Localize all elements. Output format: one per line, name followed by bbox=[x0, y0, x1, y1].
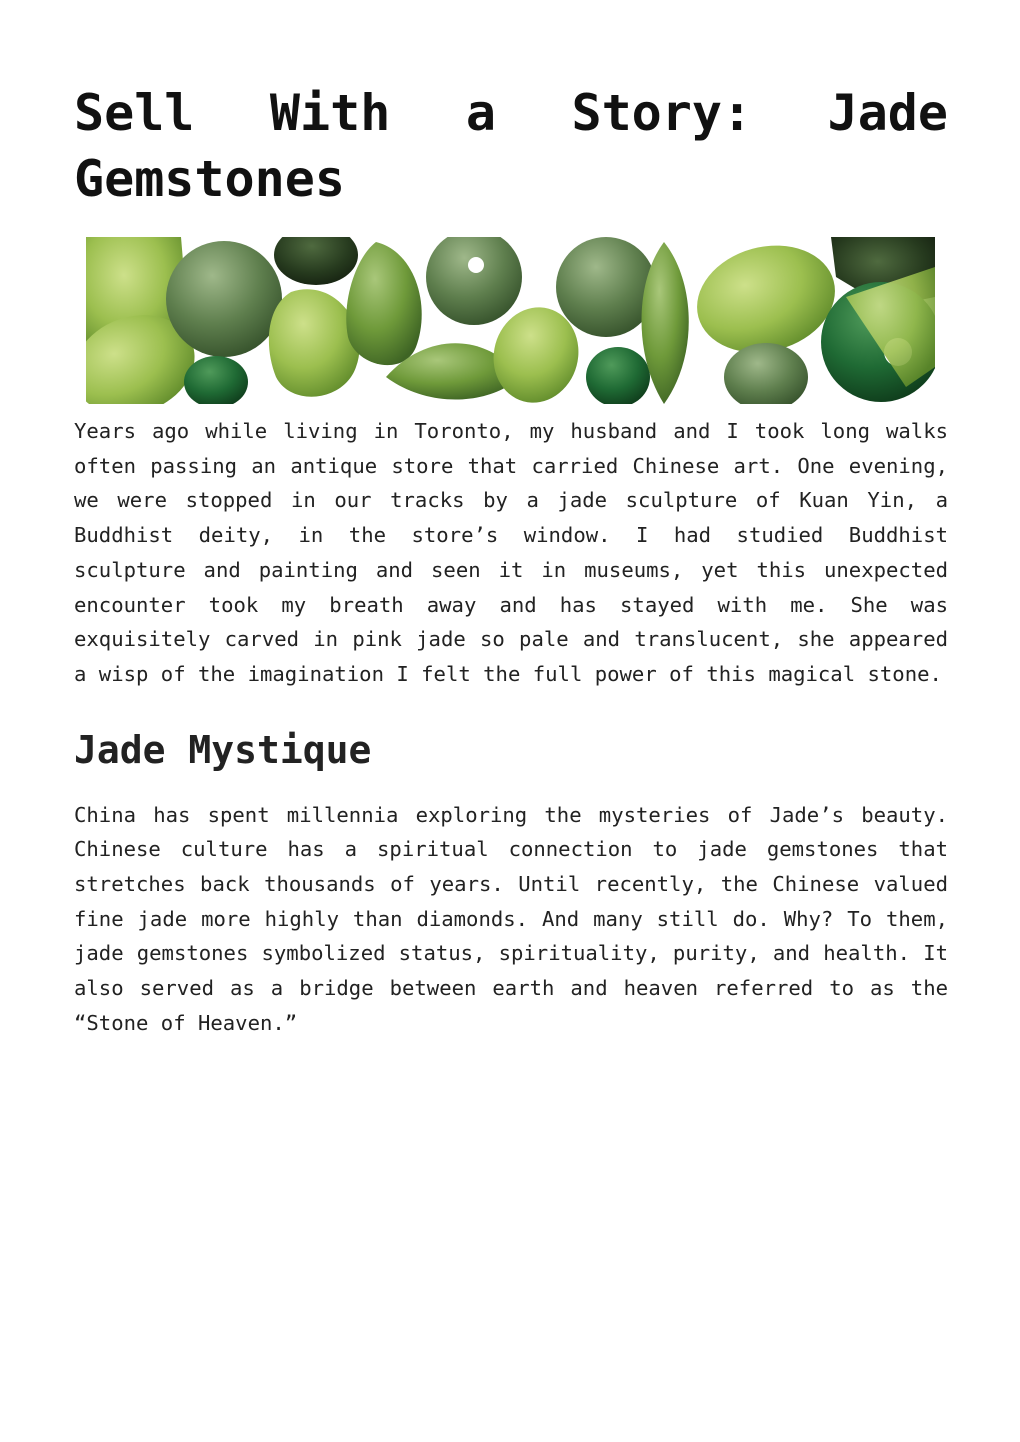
jade-gemstones-image bbox=[86, 237, 935, 404]
article-title: Sell With a Story: Jade Gemstones bbox=[74, 84, 948, 208]
intro-paragraph: Years ago while living in Toronto, my husband and I took long walks often passing an antique store that carried Chinese art. One evening, we were stopped in our tracks by a jade sculpture of Kuan Yin, a Buddhist deity, in the store’s window. I had studied Buddhist sculpture and painting and seen it in museums, yet this unexpected encounter took my breath away and has stayed with me. She was exquisitely carved in pink jade so pale and translucent, she appeared a wisp of the imagination I felt the full power of this magical stone. bbox=[74, 419, 948, 686]
section-heading: Jade Mystique bbox=[74, 727, 372, 772]
section-paragraph: China has spent millennia exploring the mysteries of Jade’s beauty. Chinese culture has a spiritual connection to jade gemstones that stretches back thousands of years. Until recently, the Chinese valued fine jade more highly than diamonds. And many still do. Why? To them, jade gemstones symbolized status, spirituality, purity, and health. It also served as a bridge between earth and heaven referred to as the “Stone of Heaven.” bbox=[74, 802, 948, 1035]
article bbox=[74, 80, 948, 1041]
